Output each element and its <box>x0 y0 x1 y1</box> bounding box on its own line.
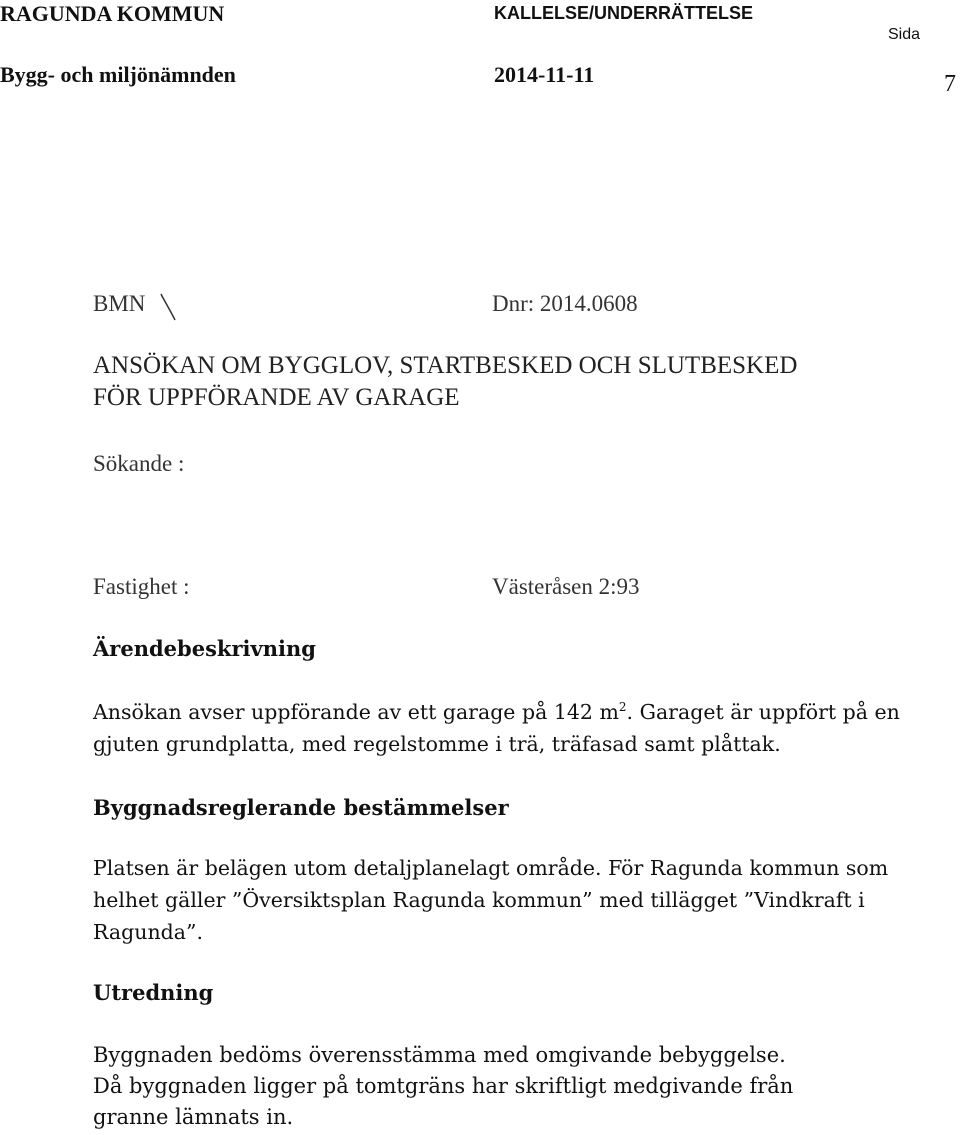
case-title <box>93 350 797 414</box>
regulations-line-2: helhet gäller ”Översiktsplan Ragunda kommun” med tillägget ”Vindkraft i <box>93 888 865 912</box>
committee-short: BMN <box>93 291 146 316</box>
investigation-line-3: granne lämnats in. <box>93 1105 294 1129</box>
description-line-1-end: . Garaget är uppfört på en <box>626 700 900 724</box>
description-text <box>93 696 900 760</box>
document-type: KALLELSE/UNDERRÄTTELSE <box>494 3 754 23</box>
regulations-line-1: Platsen är belägen utom detaljplanelagt område. För Ragunda kommun som <box>93 856 889 880</box>
page-label: Sida <box>888 26 921 43</box>
regulations-text <box>93 852 888 948</box>
property-label: Fastighet : <box>93 574 190 599</box>
description-heading: Ärendebeskrivning <box>93 636 316 661</box>
dnr-label: Dnr: <box>492 291 535 316</box>
municipality-name: RAGUNDA KOMMUN <box>0 1 225 26</box>
investigation-line-2: Då byggnaden ligger på tomtgräns har skriftligt medgivande från <box>93 1074 794 1098</box>
investigation-heading: Utredning <box>93 980 214 1005</box>
regulations-heading: Byggnadsreglerande bestämmelser <box>93 795 509 820</box>
case-title-line-2: FÖR UPPFÖRANDE AV GARAGE <box>93 384 460 411</box>
page-number: 7 <box>944 71 956 97</box>
committee-name: Bygg- och miljönämnden <box>0 62 236 87</box>
description-line-2: gjuten grundplatta, med regelstomme i trä, träfasad samt plåttak. <box>93 732 781 756</box>
slash-mark-icon <box>158 292 178 322</box>
regulations-line-3: Ragunda”. <box>93 920 203 944</box>
description-line-1-start: Ansökan avser uppförande av ett garage på 142 m <box>93 700 619 724</box>
description-line-1 <box>93 696 900 728</box>
applicant-label: Sökande : <box>93 451 185 476</box>
area-unit-superscript: 2 <box>618 700 627 715</box>
property-value: Västeråsen 2:93 <box>492 574 640 599</box>
case-number <box>492 291 638 317</box>
investigation-line-1: Byggnaden bedöms överensstämma med omgivande bebyggelse. <box>93 1043 786 1067</box>
meeting-date: 2014-11-11 <box>494 62 595 87</box>
dnr-value: 2014.0608 <box>539 291 638 316</box>
investigation-text <box>93 1040 793 1133</box>
case-title-line-1: ANSÖKAN OM BYGGLOV, STARTBESKED OCH SLUTBESKED <box>93 352 798 379</box>
